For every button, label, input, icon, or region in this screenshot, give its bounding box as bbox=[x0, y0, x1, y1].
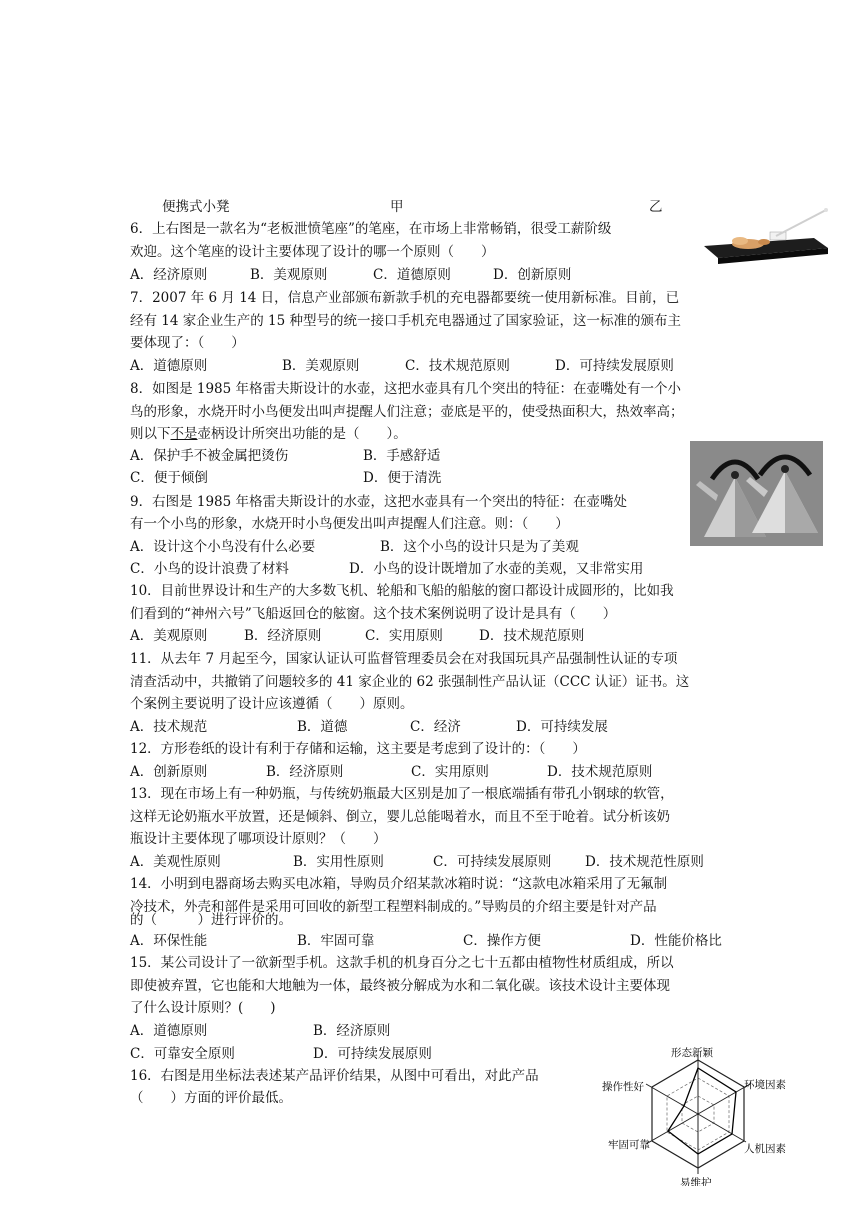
q10-stem-line2: 们看到的“神州六号”飞船返回仓的舷窗。这个技术案例说明了设计是具有（ ） bbox=[130, 606, 617, 622]
radar-label-sturdiness: 牢固可靠 bbox=[608, 1139, 650, 1151]
q8-stem-line1: 8．如图是 1985 年格雷夫斯设计的水壶，这把水壶具有几个突出的特征：在壶嘴处有一个小 bbox=[130, 381, 682, 397]
caption-jia: 甲 bbox=[390, 199, 404, 215]
q14-option-d: D．性能价格比 bbox=[630, 933, 722, 949]
q15-option-a: A．道德原则 bbox=[130, 1023, 208, 1039]
q12-option-c: C．实用原则 bbox=[411, 764, 489, 780]
q13-option-c: C．可持续发展原则 bbox=[433, 854, 552, 870]
radar-label-ergonomics: 人机因素 bbox=[744, 1143, 786, 1155]
q9-option-a: A．设计这个小鸟没有什么必要 bbox=[130, 539, 316, 555]
q15-stem-line2: 即使被弃置，它也能和大地触为一体，最终被分解成为水和二氧化碳。该技术设计主要体现 bbox=[130, 978, 670, 994]
caption-yi: 乙 bbox=[649, 199, 663, 215]
q11-stem-line1: 11．从去年 7 月起至今，国家认证认可监督管理委员会在对我国玩具产品强制性认证的专项 bbox=[130, 651, 678, 667]
q14-stem-line3: 的（ ）进行评价的。 bbox=[130, 912, 292, 928]
q8-stem-line3 bbox=[130, 425, 407, 443]
q13-option-a: A．美观性原则 bbox=[130, 854, 221, 870]
q15-stem-line3: 了什么设计原则？( ) bbox=[130, 1000, 276, 1016]
q15-stem-line1: 15．某公司设计了一欲新型手机。这款手机的机身百分之七十五都由植物性材质组成，所以 bbox=[130, 955, 674, 971]
radar-label-environment: 环境因素 bbox=[744, 1079, 786, 1091]
q7-stem-line1: 7．2007 年 6 月 14 日，信息产业部颁布新款手机的充电器都要统一使用新标准。目前，已 bbox=[130, 290, 680, 306]
q13-stem-line2: 这样无论奶瓶水平放置，还是倾斜、倒立，婴儿总能喝着水，而且不至于呛着。试分析该奶 bbox=[130, 809, 670, 825]
q8-option-c: C．便于倾倒 bbox=[130, 470, 208, 486]
q12-option-b: B．经济原则 bbox=[266, 764, 344, 780]
q10-option-b: B．经济原则 bbox=[244, 628, 322, 644]
q7-option-a: A．道德原则 bbox=[130, 358, 208, 374]
q11-stem-line3: 个案例主要说明了设计应该遵循（ ）原则。 bbox=[130, 696, 414, 712]
q12-option-a: A．创新原则 bbox=[130, 764, 208, 780]
q13-stem-line1: 13．现在市场上有一种奶瓶，与传统奶瓶最大区别是加了一根底端插有带孔小钢球的软管， bbox=[130, 786, 674, 802]
q6-option-c: C．道德原则 bbox=[373, 267, 451, 283]
q15-option-c: C．可靠安全原则 bbox=[130, 1046, 235, 1062]
q11-option-b: B．道德 bbox=[297, 719, 348, 735]
q14-stem-line2: 冷技术，外壳和部件是采用可回收的新型工程塑料制成的。”导购员的介绍主要是针对产品 bbox=[130, 899, 657, 915]
q13-option-d: D．技术规范性原则 bbox=[585, 854, 704, 870]
q7-option-c: C．技术规范原则 bbox=[405, 358, 510, 374]
radar-label-maintainability: 易维护 bbox=[680, 1177, 712, 1186]
q6-stem-line1: 6．上右图是一款名为“老板泄愤笔座”的笔座，在市场上非常畅销，很受工薪阶级 bbox=[130, 221, 612, 237]
q9-stem-line1: 9．右图是 1985 年格雷夫斯设计的水壶，这把水壶具有一个突出的特征：在壶嘴处 bbox=[130, 494, 628, 510]
q9-option-c: C．小鸟的设计浪费了材料 bbox=[130, 561, 289, 577]
q15-option-d: D．可持续发展原则 bbox=[313, 1046, 432, 1062]
q8-stem-line3-underlined: 不是 bbox=[170, 426, 198, 442]
q8-stem-line3-suffix: 壶柄设计所突出功能的是（ ）。 bbox=[197, 426, 407, 442]
q7-option-b: B．美观原则 bbox=[282, 358, 360, 374]
q10-stem-line1: 10．目前世界设计和生产的大多数飞机、轮船和飞船的船舷的窗口都设计成圆形的，比如我 bbox=[130, 583, 674, 599]
q13-option-b: B．实用性原则 bbox=[293, 854, 384, 870]
q10-option-c: C．实用原则 bbox=[365, 628, 443, 644]
q8-option-b: B．手感舒适 bbox=[363, 448, 441, 464]
q15-option-b: B．经济原则 bbox=[313, 1023, 391, 1039]
q9-option-d: D．小鸟的设计既增加了水壶的美观，又非常实用 bbox=[349, 561, 644, 577]
q16-stem-line1: 16．右图是用坐标法表述某产品评价结果，从图中可看出，对此产品 bbox=[130, 1068, 539, 1084]
q8-stem-line2: 鸟的形象，水烧开时小鸟便发出叫声提醒人们注意；壶底是平的，使受热面积大，热效率高； bbox=[130, 404, 684, 420]
q10-option-a: A．美观原则 bbox=[130, 628, 208, 644]
caption-stool: 便携式小凳 bbox=[162, 199, 230, 215]
q14-option-a: A．环保性能 bbox=[130, 933, 208, 949]
q16-stem-line2: （ ）方面的评价最低。 bbox=[130, 1090, 292, 1106]
q6-stem-line2: 欢迎。这个笔座的设计主要体现了设计的哪一个原则（ ） bbox=[130, 244, 495, 260]
q11-option-a: A．技术规范 bbox=[130, 719, 208, 735]
q14-option-c: C．操作方便 bbox=[463, 933, 541, 949]
kettle-photo bbox=[690, 441, 823, 546]
q7-stem-line2: 经有 14 家企业生产的 15 种型号的统一接口手机充电器通过了国家验证，这一标准的颁布主 bbox=[130, 313, 682, 329]
evaluation-radar-diagram bbox=[598, 1046, 802, 1186]
q6-option-b: B．美观原则 bbox=[250, 267, 328, 283]
q8-option-a: A．保护手不被金属把烫伤 bbox=[130, 448, 289, 464]
q10-option-d: D．技术规范原则 bbox=[479, 628, 585, 644]
q14-option-b: B．牢固可靠 bbox=[297, 933, 375, 949]
q13-stem-line3: 瓶设计主要体现了哪项设计原则？（ ） bbox=[130, 831, 387, 847]
q12-stem-line1: 12．方形卷纸的设计有利于存储和运输，这主要是考虑到了设计的：（ ） bbox=[130, 741, 586, 757]
q7-stem-line3: 要体现了：（ ） bbox=[130, 335, 245, 351]
radar-label-operability: 操作性好 bbox=[602, 1081, 644, 1093]
q9-stem-line2: 有一个小鸟的形象，水烧开时小鸟便发出叫声提醒人们注意。则：（ ） bbox=[130, 516, 569, 532]
q7-option-d: D．可持续发展原则 bbox=[555, 358, 674, 374]
q6-option-a: A．经济原则 bbox=[130, 267, 208, 283]
q9-option-b: B．这个小鸟的设计只是为了美观 bbox=[380, 539, 579, 555]
q11-option-c: C．经济 bbox=[410, 719, 461, 735]
q12-option-d: D．技术规范原则 bbox=[547, 764, 653, 780]
q14-stem-line1: 14．小明到电器商场去购买电冰箱，导购员介绍某款冰箱时说：“这款电冰箱采用了无氟制 bbox=[130, 876, 668, 892]
q11-stem-line2: 清查活动中，共撤销了问题较多的 41 家企业的 62 张强制性产品认证（CCC 认证）证书。这 bbox=[130, 674, 690, 690]
q8-option-d: D．便于清洗 bbox=[363, 470, 442, 486]
pen-holder-image bbox=[702, 204, 830, 270]
q8-stem-line3-prefix: 则以下 bbox=[130, 426, 171, 442]
radar-label-form-novelty: 形态新颖 bbox=[671, 1047, 713, 1059]
q11-option-d: D．可持续发展 bbox=[516, 719, 608, 735]
q6-option-d: D．创新原则 bbox=[493, 267, 572, 283]
